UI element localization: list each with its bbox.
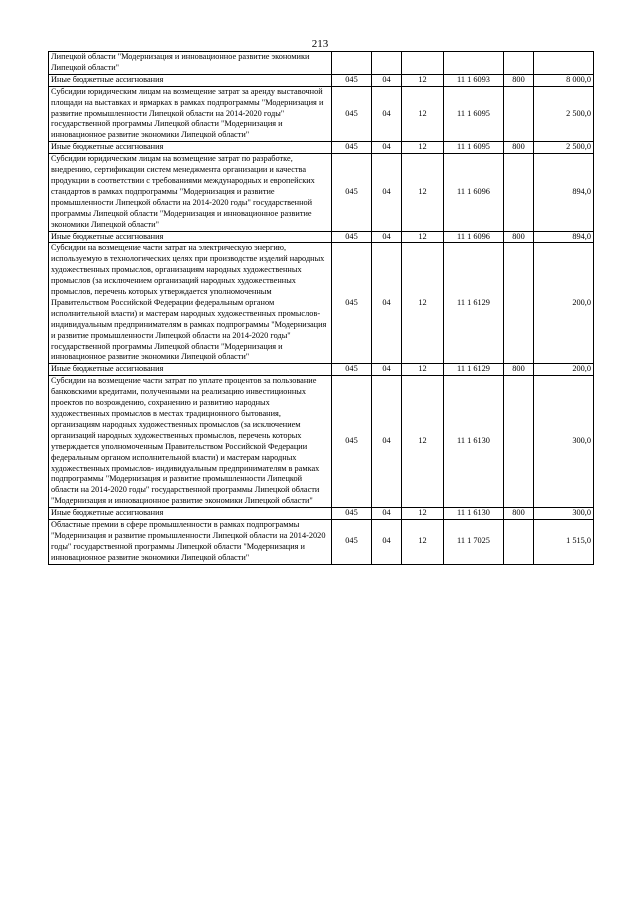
- item-name-cell: Иные бюджетные ассигнования: [49, 508, 332, 520]
- target-article-cell: 11 1 6093: [444, 74, 504, 86]
- section-code-cell: [372, 52, 402, 75]
- subsection-code-cell: 12: [402, 231, 444, 243]
- expense-type-cell: [504, 243, 534, 364]
- subsection-code-cell: [402, 52, 444, 75]
- section-code-cell: 04: [372, 520, 402, 565]
- section-code-cell: 04: [372, 508, 402, 520]
- amount-cell: 894,0: [534, 231, 594, 243]
- ministry-code-cell: 045: [332, 74, 372, 86]
- budget-table-body: [49, 52, 594, 565]
- subsection-code-cell: 12: [402, 142, 444, 154]
- item-name-cell: Иные бюджетные ассигнования: [49, 231, 332, 243]
- expense-type-cell: [504, 52, 534, 75]
- table-row: [49, 364, 594, 376]
- section-code-cell: 04: [372, 86, 402, 142]
- amount-cell: 894,0: [534, 154, 594, 231]
- amount-cell: [534, 52, 594, 75]
- table-row: [49, 154, 594, 231]
- item-name-cell: Субсидии юридическим лицам на возмещение затрат за аренду выставочной площади на выставках и ярмарках в рамках подпрограммы "Модернизация и развитие промышленности Липецкой области на 2014-2020 годы" государственной программы Липецкой области "Модернизация и инновационное развитие экономики Липецкой области": [49, 86, 332, 142]
- subsection-code-cell: 12: [402, 376, 444, 508]
- subsection-code-cell: 12: [402, 86, 444, 142]
- ministry-code-cell: 045: [332, 243, 372, 364]
- ministry-code-cell: 045: [332, 364, 372, 376]
- target-article-cell: 11 1 6130: [444, 376, 504, 508]
- target-article-cell: 11 1 6095: [444, 142, 504, 154]
- target-article-cell: 11 1 6096: [444, 231, 504, 243]
- ministry-code-cell: 045: [332, 520, 372, 565]
- expense-type-cell: 800: [504, 508, 534, 520]
- table-row: [49, 520, 594, 565]
- subsection-code-cell: 12: [402, 243, 444, 364]
- item-name-cell: Субсидии на возмещение части затрат на электрическую энергию, используемую в технологических целях при производстве изделий народных художественных промыслов, организациям народных художественных промыслов (за исключением организаций народных художественных промыслов, перечень которых утверждается уполномоченным Правительством Российской Федерации федеральным органом исполнительной власти) и мастерам народных художественных промыслов- индивидуальным предпринимателям в рамках подпрограммы "Модернизация и развитие промышленности Липецкой области на 2014-2020 годы" государственной программы Липецкой области "Модернизация и инновационное развитие экономики Липецкой области": [49, 243, 332, 364]
- item-name-cell: Субсидии на возмещение части затрат по уплате процентов за пользование банковскими кредитами, полученными на реализацию инвестиционных проектов по возрождению, сохранению и развитию народных художественных промыслов в местах традиционного бытования, организациям народных художественных промыслов (за исключением организаций народных художественных промыслов, перечень которых утверждается уполномоченным Правительством Российской Федерации федеральным органом исполнительной власти) и мастерам народных художественных промыслов- индивидуальным предпринимателям в рамках подпрограммы "Модернизация и развитие промышленности Липецкой области на 2014-2020 годы" государственной программы Липецкой области "Модернизация и инновационное развитие экономики Липецкой области": [49, 376, 332, 508]
- ministry-code-cell: 045: [332, 142, 372, 154]
- amount-cell: 8 000,0: [534, 74, 594, 86]
- expense-type-cell: 800: [504, 231, 534, 243]
- table-row: [49, 52, 594, 75]
- expense-type-cell: [504, 154, 534, 231]
- ministry-code-cell: 045: [332, 376, 372, 508]
- target-article-cell: 11 1 6129: [444, 364, 504, 376]
- ministry-code-cell: 045: [332, 508, 372, 520]
- item-name-cell: Липецкой области "Модернизация и инновационное развитие экономики Липецкой области": [49, 52, 332, 75]
- section-code-cell: 04: [372, 243, 402, 364]
- table-row: [49, 231, 594, 243]
- section-code-cell: 04: [372, 142, 402, 154]
- table-row: [49, 142, 594, 154]
- section-code-cell: 04: [372, 74, 402, 86]
- subsection-code-cell: 12: [402, 520, 444, 565]
- subsection-code-cell: 12: [402, 508, 444, 520]
- target-article-cell: 11 1 6129: [444, 243, 504, 364]
- section-code-cell: 04: [372, 154, 402, 231]
- target-article-cell: [444, 52, 504, 75]
- section-code-cell: 04: [372, 364, 402, 376]
- amount-cell: 1 515,0: [534, 520, 594, 565]
- table-row: [49, 86, 594, 142]
- ministry-code-cell: 045: [332, 154, 372, 231]
- subsection-code-cell: 12: [402, 74, 444, 86]
- table-row: [49, 376, 594, 508]
- ministry-code-cell: 045: [332, 231, 372, 243]
- table-row: [49, 508, 594, 520]
- expense-type-cell: [504, 86, 534, 142]
- target-article-cell: 11 1 7025: [444, 520, 504, 565]
- ministry-code-cell: 045: [332, 86, 372, 142]
- subsection-code-cell: 12: [402, 154, 444, 231]
- item-name-cell: Иные бюджетные ассигнования: [49, 142, 332, 154]
- amount-cell: 300,0: [534, 376, 594, 508]
- amount-cell: 200,0: [534, 243, 594, 364]
- page-number: 213: [311, 38, 329, 50]
- item-name-cell: Иные бюджетные ассигнования: [49, 364, 332, 376]
- table-row: [49, 243, 594, 364]
- expense-type-cell: 800: [504, 142, 534, 154]
- ministry-code-cell: [332, 52, 372, 75]
- amount-cell: 2 500,0: [534, 142, 594, 154]
- section-code-cell: 04: [372, 231, 402, 243]
- target-article-cell: 11 1 6095: [444, 86, 504, 142]
- section-code-cell: 04: [372, 376, 402, 508]
- expense-type-cell: 800: [504, 364, 534, 376]
- amount-cell: 2 500,0: [534, 86, 594, 142]
- expense-type-cell: [504, 376, 534, 508]
- item-name-cell: Субсидии юридическим лицам на возмещение затрат по разработке, внедрению, сертификации систем менеджмента организации и качества продукции в соответствии с требованиями международных и европейских стандартов в рамках подпрограммы "Модернизация и развитие промышленности Липецкой области на 2014-2020 годы" государственной программы Липецкой области "Модернизация и инновационное развитие экономики Липецкой области": [49, 154, 332, 231]
- budget-table: [48, 51, 594, 565]
- expense-type-cell: 800: [504, 74, 534, 86]
- amount-cell: 300,0: [534, 508, 594, 520]
- subsection-code-cell: 12: [402, 364, 444, 376]
- item-name-cell: Иные бюджетные ассигнования: [49, 74, 332, 86]
- expense-type-cell: [504, 520, 534, 565]
- target-article-cell: 11 1 6130: [444, 508, 504, 520]
- item-name-cell: Областные премии в сфере промышленности в рамках подпрограммы "Модернизация и развитие промышленности Липецкой области на 2014-2020 годы" государственной программы Липецкой области "Модернизация и инновационное развитие экономики Липецкой области": [49, 520, 332, 565]
- target-article-cell: 11 1 6096: [444, 154, 504, 231]
- table-row: [49, 74, 594, 86]
- amount-cell: 200,0: [534, 364, 594, 376]
